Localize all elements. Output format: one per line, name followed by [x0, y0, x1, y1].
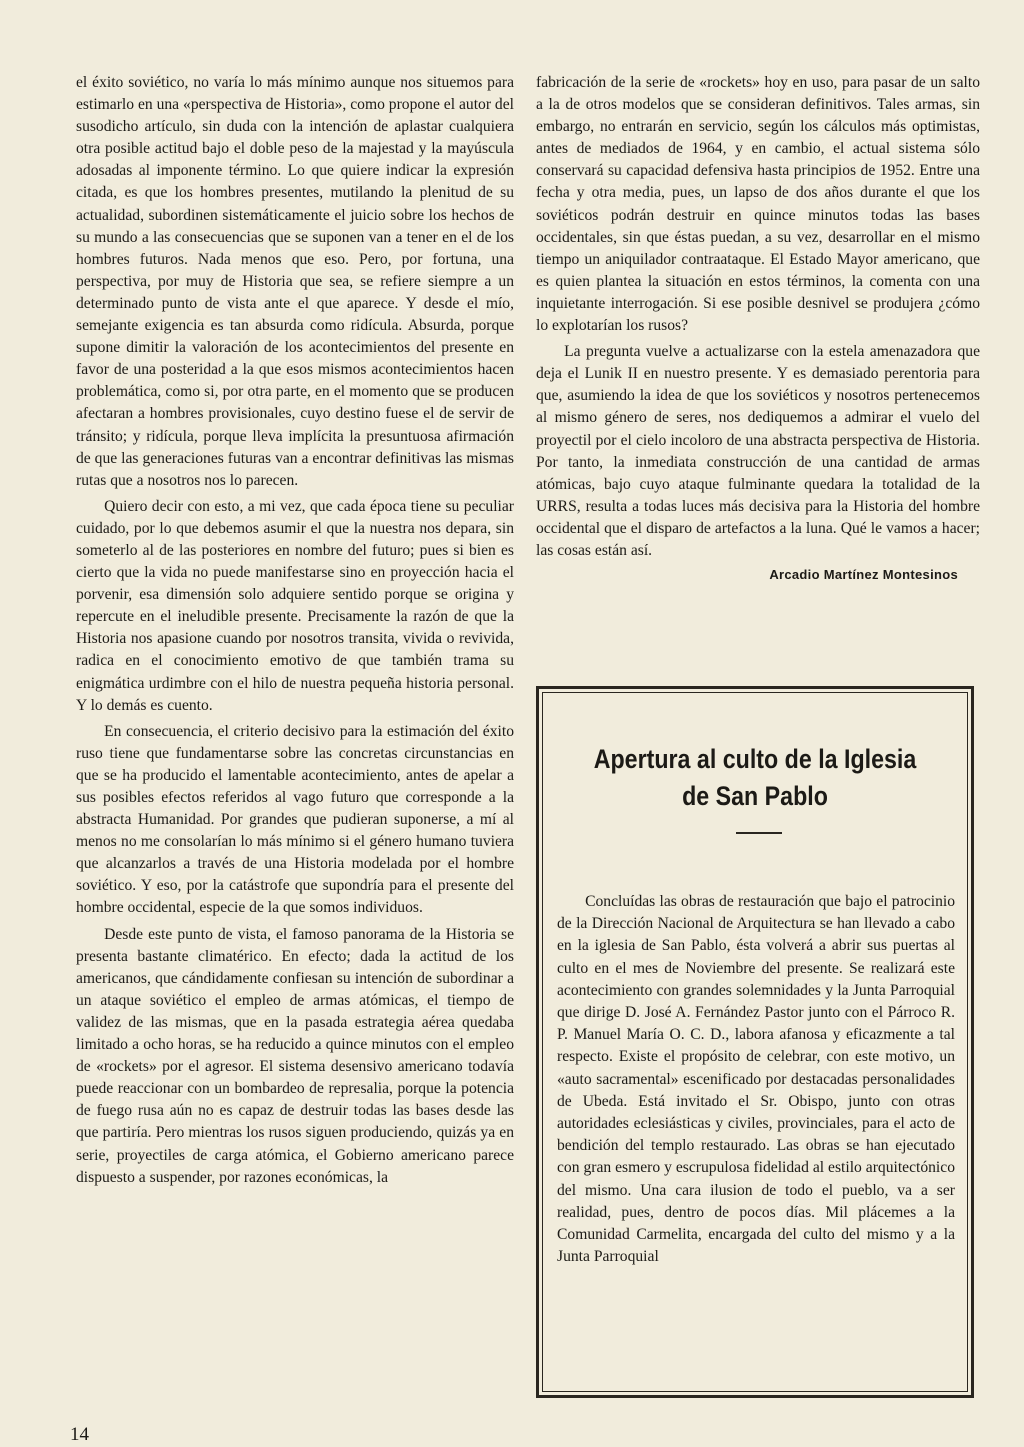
author-signature: Arcadio Martínez Montesinos — [769, 567, 958, 583]
article-title: Apertura al culto de la Iglesia de San Pablo — [593, 744, 917, 811]
paragraph: fabricación de la serie de «rockets» hoy en uso, para pasar de un salto a la de otros modelos que se consideran definitivos. Tales armas, sin embargo, no entrarán en servicio, según los cálculos más optimistas, antes de mediados de 1964, y en cambio, el actual sistema sólo conservará su capacidad defensiva hasta principios de 1952. Entre una fecha y otra media, pues, un lapso de dos años durante el que los soviéticos podrán destruir en quince minutos todas las bases occidentales, sin que éstas puedan, a su vez, desarrollar en el mismo tiempo un aniquilador contraataque. El Estado Mayor americano, que es quien plantea la situación en estos términos, la comenta con una inquietante interrogación. Si ese posible desnivel se produjera ¿cómo lo explotarían los rusos? — [536, 74, 980, 335]
paragraph: Desde este punto de vista, el famoso panorama de la Historia se presenta bastante climatérico. En efecto; dada la actitud de los americanos, que cándidamente confiesan su intención de subordinar a un ataque soviético el empleo de armas atómicas, el tiempo de validez de las mismas, que en la pasada estrategia aérea quedaba limitado a ocho horas, se ha reducido a quince minutos con el empleo de «rockets» por el agresor. El sistema desensivo americano todavía puede reaccionar con un bombardeo de represalia, porque la potencia de fuego rusa aún no es capaz de destruir todas las bases desde las que partiría. Pero mientras los rusos siguen produciendo, quizás ya en serie, proyectiles de carga atómica, el Gobierno americano parece dispuesto a suspender, por razones económicas, la — [76, 925, 514, 1186]
article-body: Concluídas las obras de restauración que bajo el patrocinio de la Dirección Nacional de Arquitectura se han llevado a cabo en la iglesia de San Pablo, ésta volverá a abrir sus puertas al culto en el mes de Noviembre del presente. Se realizará este acontecimiento con grandes solemnidades y la Junta Parroquial que dirige D. José A. Fernández Pastor junto con el Párroco R. P. Manuel María O. C. D., labora afanosa y eficazmente a tal respecto. Existe el propósito de celebrar, con este motivo, un «auto sacramental» escenificado por destacadas personalidades de Ubeda. Está invitado el Sr. Obispo, junto con otras autoridades eclesiásticas y civiles, provinciales, para el acto de bendición del templo restaurado. Las obras se han ejecutado con gran esmero y escrupulosa fidelidad al estilo arquitectónico del mismo. Una cara ilusion de todo el pueblo, va a ser realidad, pues, dentro de pocos días. Mil plácemes a la Comunidad Carmelita, encargada del culto del mismo y a la Junta Parroquial — [557, 893, 955, 1266]
page-number: 14 — [70, 1424, 89, 1445]
paragraph: La pregunta vuelve a actualizarse con la estela amenazadora que deja el Lunik II en nuestro presente. Y es demasiado perentoria para que, asumiendo la idea de que los soviéticos y nosotros pertenecemos al mismo género de seres, nos dediquemos a admirar el vuelo del proyectil por el cielo incoloro de una abstracta perspectiva de Historia. Por tanto, la inmediata construcción de una cantidad de armas atómicas, bajo cuyo ataque fulminante quedara la totalidad de la URRS, resulta a todas luces más decisiva para la Historia del hombre occidental que el disparo de artefactos a la luna. Qué le vamos a hacer; las cosas están así. — [536, 343, 980, 559]
boxed-article — [536, 686, 974, 1398]
paragraph: Quiero decir con esto, a mi vez, que cada época tiene su peculiar cuidado, por lo que debemos asumir el que la nuestra nos depara, sin someterlo al de las posteriores en nombre del futuro; pues si bien es cierto que la vida no puede manifestarse sino en proyección hacia el porvenir, esa dimensión solo adquiere sentido porque se origina y repercute en el ineludible presente. Precisamente la razón de que la Historia nos apasione cuando por nosotros transita, vivida o revivida, radica en el conocimiento emotivo de que también trama su enigmática urdimbre con el hilo de nuestra pequeña historia personal. Y lo demás es cuento. — [76, 497, 514, 714]
title-divider — [736, 832, 782, 834]
paragraph: el éxito soviético, no varía lo más mínimo aunque nos situemos para estimarlo en una «perspectiva de Historia», como propone el autor del susodicho artículo, sin duda con la intención de aplastar cualquiera otra posible actitud bajo el doble peso de la majestad y la mayúscula adosadas al imponente término. Lo que quiere indicar la expresión citada, es que los hombres presentes, mutilando la plenitud de su actualidad, subordinen sistemáticamente el juicio sobre los hechos de su mundo a las consecuencias que se suponen van a tener en el de los hombres futuros. Nada menos que eso. Pero, por fortuna, una perspectiva, por muy de Historia que sea, se refiere siempre a un determinado punto de vista ante el que aparece. Y desde el mío, semejante exigencia es tan absurda como ridícula. Absurda, porque supone dimitir la valoración de los acontecimientos del presente en favor de una posteridad a la que esos mismos acontecimientos hacen problemática, como si, por otra parte, en el momento que se producen afectaran a hombres provisionales, cuyo destino fuese el de servir de tránsito; y ridícula, porque lleva implícita la presuntuosa afirmación de que las generaciones futuras van a encontrar definitivas las mismas rutas que a nosotros nos lo parecen. — [76, 74, 514, 489]
right-column — [536, 72, 980, 586]
paragraph: En consecuencia, el criterio decisivo para la estimación del éxito ruso tiene que fundamentarse sobre las concretas circunstancias en que se ha producido el lamentable acontecimiento, antes de apelar a sus posibles efectos referidos al vago futuro que corresponde a la abstracta Humanidad. Por grandes que pudieran suponerse, a mí al menos no me consolarían lo más mínimo si el género humano tuviera que alcanzarlos a través de una Historia modelada por el hombre soviético. Y eso, por la catástrofe que supondría para el presente del hombre occidental, especie de la que somos individuos. — [76, 722, 514, 917]
left-column — [76, 72, 514, 1189]
